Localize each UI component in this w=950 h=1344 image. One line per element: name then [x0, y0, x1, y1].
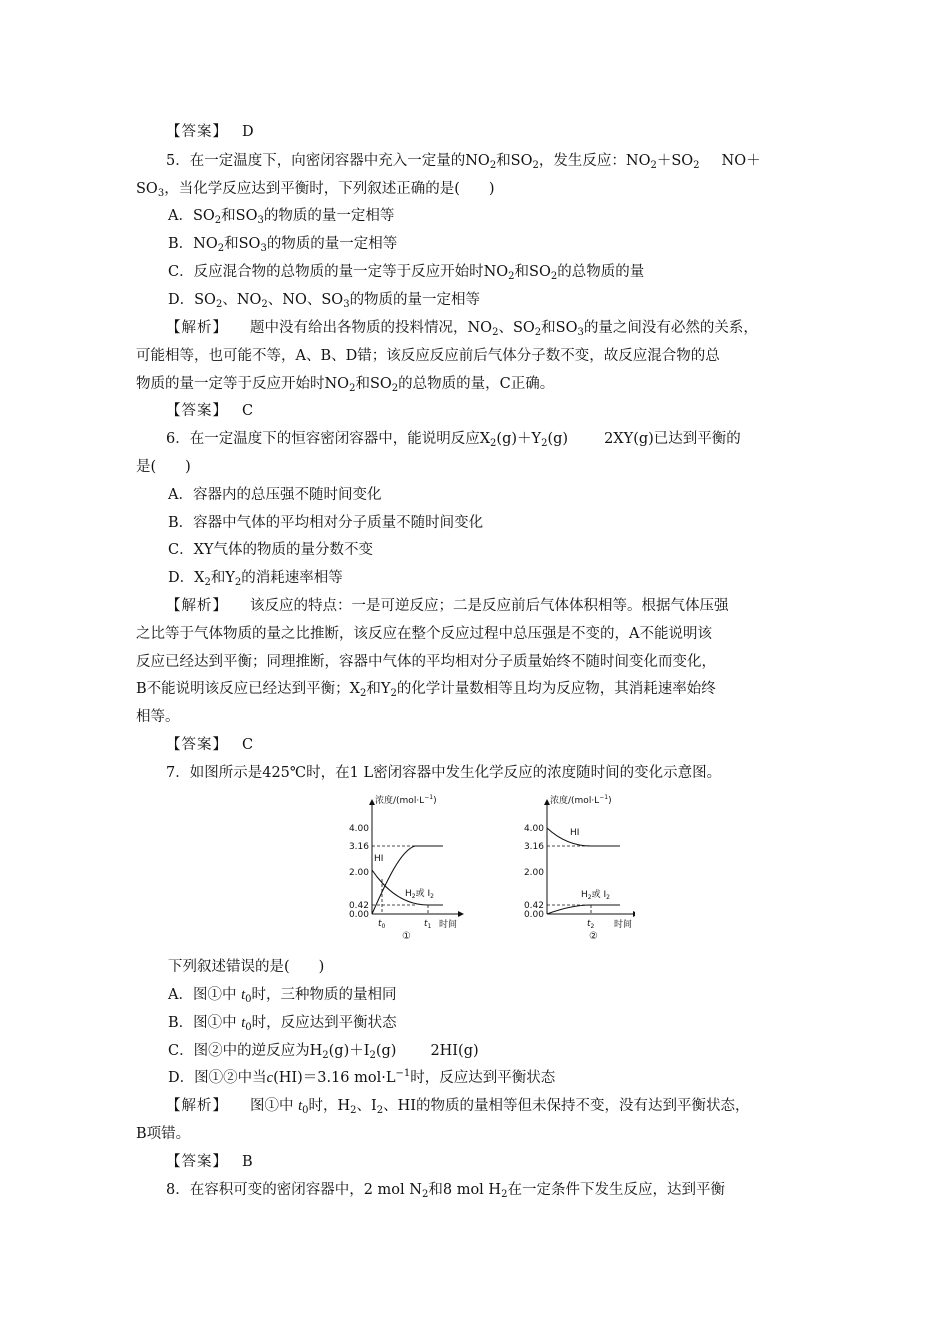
q6-stem-line2: 是( ): [136, 459, 191, 475]
q5-option-b: B．$NO_2$和$SO_3$的物质的量一定相等: [168, 236, 398, 254]
q5-option-a: A．$SO_2$和$SO_3$的物质的量一定相等: [168, 208, 395, 226]
graph1-number: ①: [402, 931, 411, 942]
graph-2: [524, 794, 635, 942]
graph1-t1-label: $t_1$: [424, 919, 432, 930]
q5-option-c: C．反应混合物的总物质的量一定等于反应开始时$NO_2$和$SO_2$的总物质的量: [168, 264, 645, 282]
q6-analysis-line5: 相等。: [136, 709, 180, 725]
answer-value: D: [242, 124, 254, 140]
graph1-ytick-4.00: 4.00: [348, 824, 369, 834]
graph1-ytick-3.16: 3.16: [348, 842, 369, 852]
q7-figure: [335, 788, 635, 943]
q5-analysis-line1: 【解析】 题中没有给出各物质的投料情况，$NO_2$、$SO_2$和$SO_3$的量之间没有必然的关系，: [166, 320, 758, 338]
q7-analysis-line1: 【解析】 图①中 $t_0$时，$H_2$、$I_2$、HI的物质的量相等但未保持不变，没有达到平衡状态，: [166, 1098, 750, 1116]
graph2-h2i2-label: $H_2$或 $I_2$: [581, 890, 610, 901]
q7-option-b: B．图①中 $t_0$时，反应达到平衡状态: [168, 1015, 397, 1033]
graph1-hi-label: HI: [374, 854, 384, 864]
q5-analysis-line3: 物质的量一定等于反应开始时$NO_2$和$SO_2$的总物质的量，C正确。: [136, 376, 555, 394]
q7-stem-line2: 下列叙述错误的是( ): [168, 959, 325, 975]
concentration-time-graphs: [335, 788, 635, 943]
answer-tag: 【答案】: [166, 124, 228, 140]
q5-stem-line1: 5．在一定温度下，向密闭容器中充入一定量的$NO_2$和$SO_2$，发生反应：$NO_2+SO_2$ NO＋: [166, 153, 761, 171]
graph2-t2-label: $t_2$: [587, 919, 595, 930]
q6-option-c: C．XY气体的物质的量分数不变: [168, 542, 373, 558]
q6-analysis-line4: B不能说明该反应已经达到平衡；$X_2$和$Y_2$的化学计量数相等且均为反应物，其消耗速率始终: [136, 681, 716, 699]
graph1-ytick-0.00: 0.00: [348, 910, 369, 920]
graph2-hi-curve: [547, 828, 620, 846]
q5-stem-line2: $SO_3$，当化学反应达到平衡时，下列叙述正确的是( ): [136, 181, 495, 199]
q5-answer: 【答案】 C: [166, 403, 254, 419]
q6-option-b: B．容器中气体的平均相对分子质量不随时间变化: [168, 515, 484, 531]
q5-option-d: D．$SO_2$、$NO_2$、NO、$SO_3$的物质的量一定相等: [168, 292, 481, 310]
graph1-ylabel: 浓度$/(mol\cdot L^{-1})$: [375, 794, 437, 806]
q7-stem-line1: 7．如图所示是425℃时，在1 L密闭容器中发生化学反应的浓度随时间的变化示意图。: [166, 765, 722, 781]
graph2-ytick-0.00: 0.00: [523, 910, 544, 920]
q4-answer: [166, 122, 254, 142]
q5-analysis-line2: 可能相等，也可能不等，A、B、D错；该反应反应前后气体分子数不变，故反应混合物的总: [136, 348, 720, 364]
graph1-h2i2-label: $H_2$或 $I_2$: [405, 889, 434, 900]
q6-analysis-line2: 之比等于气体物质的量之比推断，该反应在整个反应过程中总压强是不变的，A不能说明该: [136, 626, 712, 642]
q6-analysis-line1: 【解析】 该反应的特点：一是可逆反应；二是反应前后气体体积相等。根据气体压强: [166, 598, 729, 614]
graph2-ytick-0.42: 0.42: [523, 901, 544, 911]
graph1-ytick-0.42: 0.42: [348, 901, 369, 911]
q6-analysis-line3: 反应已经达到平衡；同理推断，容器中气体的平均相对分子质量始终不随时间变化而变化，: [136, 654, 716, 670]
graph2-ylabel: 浓度$/(mol\cdot L^{-1})$: [550, 794, 612, 806]
graph2-xlabel: 时间: [614, 920, 633, 930]
q6-answer: 【答案】 C: [166, 737, 254, 753]
q8-stem-line1: 8．在容积可变的密闭容器中，2 mol $N_2$和8 mol $H_2$在一定条件下发生反应，达到平衡: [166, 1182, 725, 1200]
graph2-h2i2-curve: [547, 905, 620, 914]
graph2-hi-label: HI: [570, 828, 580, 838]
graph1-ytick-2.00: 2.00: [348, 868, 369, 878]
graph2-number: ②: [589, 931, 598, 942]
q6-stem-line1: 6．在一定温度下的恒容密闭容器中，能说明反应$X_2(g)+Y_2(g)$ 2XY(g)已达到平衡的: [166, 431, 741, 449]
graph2-ytick-3.16: 3.16: [523, 842, 544, 852]
q7-answer: 【答案】 B: [166, 1154, 253, 1170]
graph2-ytick-2.00: 2.00: [523, 868, 544, 878]
q6-option-a: A．容器内的总压强不随时间变化: [168, 487, 382, 503]
graph2-ytick-4.00: 4.00: [523, 824, 544, 834]
graph1-xlabel: 时间: [439, 920, 458, 930]
q7-analysis-line2: B项错。: [136, 1126, 191, 1142]
q7-option-a: A．图①中 $t_0$时，三种物质的量相同: [168, 987, 397, 1005]
graph1-t0-label: $t_0$: [378, 919, 386, 930]
q6-option-d: D．$X_2$和$Y_2$的消耗速率相等: [168, 570, 343, 588]
q7-option-d: D．图①②中当c(HI)＝3.16 $mol\cdot L^{-1}$时，反应达到平衡状态: [168, 1068, 556, 1086]
graph-1: [349, 794, 463, 942]
q7-option-c: C．图②中的逆反应为$H_2(g)+I_2(g)$ 2HI(g): [168, 1043, 479, 1061]
